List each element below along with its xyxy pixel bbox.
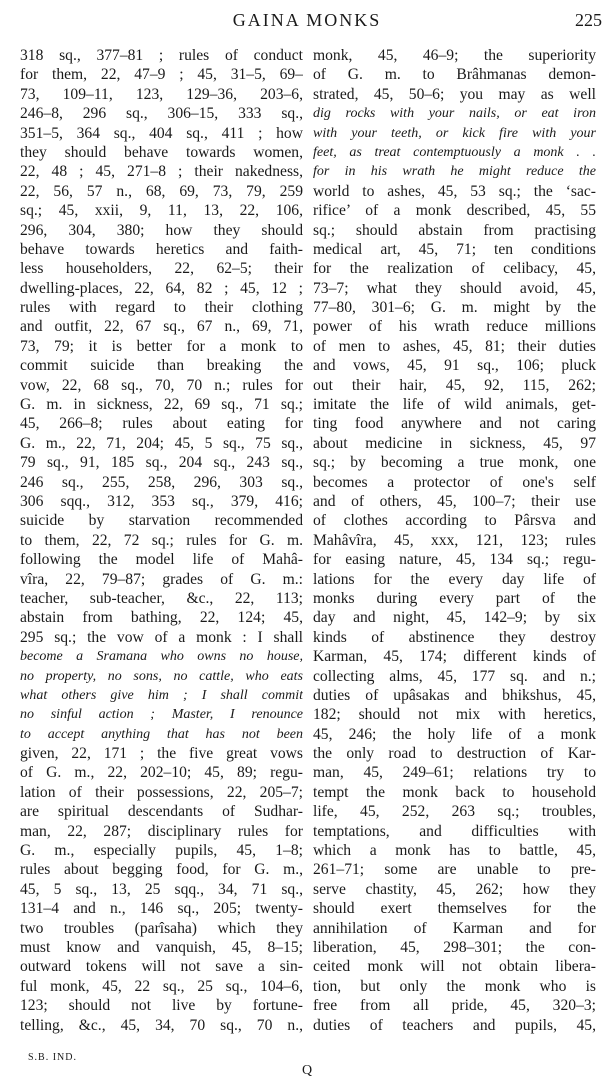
index-line <box>313 1035 596 1036</box>
index-line: what others give him ; I shall commit <box>20 687 303 703</box>
footer-signature-mark: Q <box>301 1063 313 1078</box>
index-line: to them, 22, 72 sq.; rules for G. m. <box>20 531 303 549</box>
index-line: must know and vanquish, 45, 8–15; <box>20 938 303 956</box>
index-line: ting food anywhere and not caring <box>313 415 596 433</box>
page-number: 225 <box>575 10 602 30</box>
index-line: man, 45, 249–61; relations try to <box>313 764 596 782</box>
index-line: rules with regard to their clothing <box>20 299 303 317</box>
index-line: should exert themselves for the <box>313 900 596 918</box>
index-line: kinds of abstinence they destroy <box>313 628 596 646</box>
index-line: 73, 79; it is better for a monk to <box>20 337 303 355</box>
index-line: for in his wrath he might reduce the <box>313 164 596 180</box>
index-line: G. m. in sickness, 22, 69 sq., 71 sq.; <box>20 396 303 414</box>
right-column <box>313 46 596 1036</box>
index-line: sq.; by becoming a true monk, one <box>313 454 596 472</box>
index-line: annihilation of Karman and for <box>313 919 596 937</box>
index-line: sq.; should abstain from practising <box>313 221 596 239</box>
index-line: outward tokens will not save a sin- <box>20 958 303 976</box>
index-line: no property, no sons, no cattle, who eats <box>20 668 303 684</box>
index-line: vîra, 22, 79–87; grades of G. m.: <box>20 570 303 588</box>
index-line: of men to ashes, 45, 81; their duties <box>313 337 596 355</box>
index-line: duties of upâsakas and bhikshus, 45, <box>313 686 596 704</box>
index-line: of G. m. to Brâhmanas demon- <box>313 66 596 84</box>
index-line: behave towards heretics and faith- <box>20 240 303 258</box>
index-line: 79 sq., 91, 185 sq., 204 sq., 243 sq., <box>20 454 303 472</box>
index-line: 296, 304, 380; how they should <box>20 221 303 239</box>
left-column <box>20 46 303 1036</box>
index-line: of clothes according to Pârsva and <box>313 512 596 530</box>
index-line: strated, 45, 50–6; you may as well <box>313 85 596 103</box>
index-line: power of his wrath reduce millions <box>313 318 596 336</box>
index-line: about medicine in sickness, 45, 97 <box>313 434 596 452</box>
index-line: monks during every part of the <box>313 589 596 607</box>
index-line: 295 sq.; the vow of a monk : I shall <box>20 628 303 646</box>
index-line: dwelling-places, 22, 64, 82 ; 45, 12 ; <box>20 279 303 297</box>
index-line: 182; should not mix with heretics, <box>313 706 596 724</box>
index-line: to accept anything that has not been <box>20 726 303 742</box>
footer-series-mark: S.B. IND. <box>28 1052 78 1063</box>
index-line: with your teeth, or kick fire with your <box>313 125 596 141</box>
index-line: life, 45, 252, 263 sq.; troubles, <box>313 803 596 821</box>
index-line: two troubles (parîsaha) which they <box>20 919 303 937</box>
index-line: liberation, 45, 298–301; the con- <box>313 938 596 956</box>
index-line: free from all pride, 45, 320–3; <box>313 997 596 1015</box>
index-line: dig rocks with your nails, or eat iron <box>313 106 596 122</box>
index-line: Mahâvîra, 45, xxx, 121, 123; rules <box>313 531 596 549</box>
index-line: 246 sq., 255, 258, 296, 303 sq., <box>20 473 303 491</box>
index-line: for them, 22, 47–9 ; 45, 31–5, 69– <box>20 66 303 84</box>
index-line: telling, &c., 45, 34, 70 sq., 70 n., <box>20 1016 303 1034</box>
index-line: collecting alms, 45, 177 sq. and n.; <box>313 667 596 685</box>
index-line: given, 22, 171 ; the five great vows <box>20 745 303 763</box>
index-line: and of others, 45, 100–7; their use <box>313 492 596 510</box>
index-line: following the model life of Mahâ- <box>20 551 303 569</box>
index-line: become a Sramana who owns no house, <box>20 649 303 665</box>
index-line: duties of teachers and pupils, 45, <box>313 1016 596 1034</box>
index-line: 246–8, 296 sq., 306–15, 333 sq., <box>20 105 303 123</box>
index-line: 131–4 and n., 146 sq., 205; twenty- <box>20 900 303 918</box>
index-line: G. m., 22, 71, 204; 45, 5 sq., 75 sq., <box>20 434 303 452</box>
index-line: tempt the monk back to household <box>313 783 596 801</box>
index-line: ceited monk will not obtain libera- <box>313 958 596 976</box>
index-line: becomes a protector of one's self <box>313 473 596 491</box>
index-line: temptations, and difficulties with <box>313 822 596 840</box>
index-line: lation of their possessions, 22, 205–7; <box>20 783 303 801</box>
index-line: 351–5, 364 sq., 404 sq., 411 ; how <box>20 124 303 142</box>
index-line: imitate the life of wild animals, get- <box>313 396 596 414</box>
index-line: out their hair, 45, 92, 115, 262; <box>313 376 596 394</box>
index-line: 261–71; some are unable to pre- <box>313 861 596 879</box>
index-line <box>20 1035 303 1036</box>
index-line: teacher, sub-teacher, &c., 22, 113; <box>20 589 303 607</box>
index-line: vow, 22, 68 sq., 70, 70 n.; rules for <box>20 376 303 394</box>
index-line: and outfit, 22, 67 sq., 67 n., 69, 71, <box>20 318 303 336</box>
index-line: lations for the every day life of <box>313 570 596 588</box>
index-line: 45, 5 sq., 13, 25 sqq., 34, 71 sq., <box>20 880 303 898</box>
index-line: they should behave towards women, <box>20 143 303 161</box>
index-line: day and night, 45, 142–9; by six <box>313 609 596 627</box>
running-title: GAINA MONKS <box>232 10 382 30</box>
index-line: 306 sqq., 312, 353 sq., 379, 416; <box>20 492 303 510</box>
index-line: commit suicide than breaking the <box>20 357 303 375</box>
index-line: for the realization of celibacy, 45, <box>313 260 596 278</box>
index-line: sq.; 45, xxii, 9, 11, 13, 22, 106, <box>20 202 303 220</box>
index-line: tion, but only the monk who is <box>313 977 596 995</box>
index-line: 45, 246; the holy life of a monk <box>313 725 596 743</box>
index-line: and vows, 45, 91 sq., 106; pluck <box>313 357 596 375</box>
index-line: 22, 56, 57 n., 68, 69, 73, 79, 259 <box>20 182 303 200</box>
index-line: world to ashes, 45, 53 sq.; the ‘sac- <box>313 182 596 200</box>
index-line: suicide by starvation recommended <box>20 512 303 530</box>
index-line: rules about begging food, for G. m., <box>20 861 303 879</box>
index-line: 318 sq., 377–81 ; rules of conduct <box>20 47 303 64</box>
index-line: monk, 45, 46–9; the superiority <box>313 47 596 64</box>
index-line: are spiritual descendants of Sudhar- <box>20 803 303 821</box>
index-line: 73, 109–11, 123, 129–36, 203–6, <box>20 85 303 103</box>
index-line: 22, 48 ; 45, 271–8 ; their nakedness, <box>20 163 303 181</box>
index-line: no sinful action ; Master, I renounce <box>20 707 303 723</box>
index-line: 45, 266–8; rules about eating for <box>20 415 303 433</box>
index-line: 77–80, 301–6; G. m. might by the <box>313 299 596 317</box>
index-line: 123; should not live by fortune- <box>20 997 303 1015</box>
index-line: G. m., especially pupils, 45, 1–8; <box>20 842 303 860</box>
index-line: medical art, 45, 71; ten conditions <box>313 240 596 258</box>
index-line: the only road to destruction of Kar- <box>313 745 596 763</box>
index-line: ful monk, 45, 22 sq., 25 sq., 104–6, <box>20 977 303 995</box>
index-line: abstain from bathing, 22, 124; 45, <box>20 609 303 627</box>
page-header <box>0 10 614 40</box>
index-line: 73–7; what they should avoid, 45, <box>313 279 596 297</box>
index-line: of G. m., 22, 202–10; 45, 89; regu- <box>20 764 303 782</box>
index-line: which a monk has to battle, 45, <box>313 842 596 860</box>
index-line: for easing nature, 45, 134 sq.; regu- <box>313 551 596 569</box>
index-line: man, 22, 287; disciplinary rules for <box>20 822 303 840</box>
index-line: less householders, 22, 62–5; their <box>20 260 303 278</box>
index-line: rifice’ of a monk described, 45, 55 <box>313 202 596 220</box>
index-line: feet, as treat contemptuously a monk . . <box>313 144 596 160</box>
index-line: Karman, 45, 174; different kinds of <box>313 648 596 666</box>
index-line: serve chastity, 45, 262; how they <box>313 880 596 898</box>
